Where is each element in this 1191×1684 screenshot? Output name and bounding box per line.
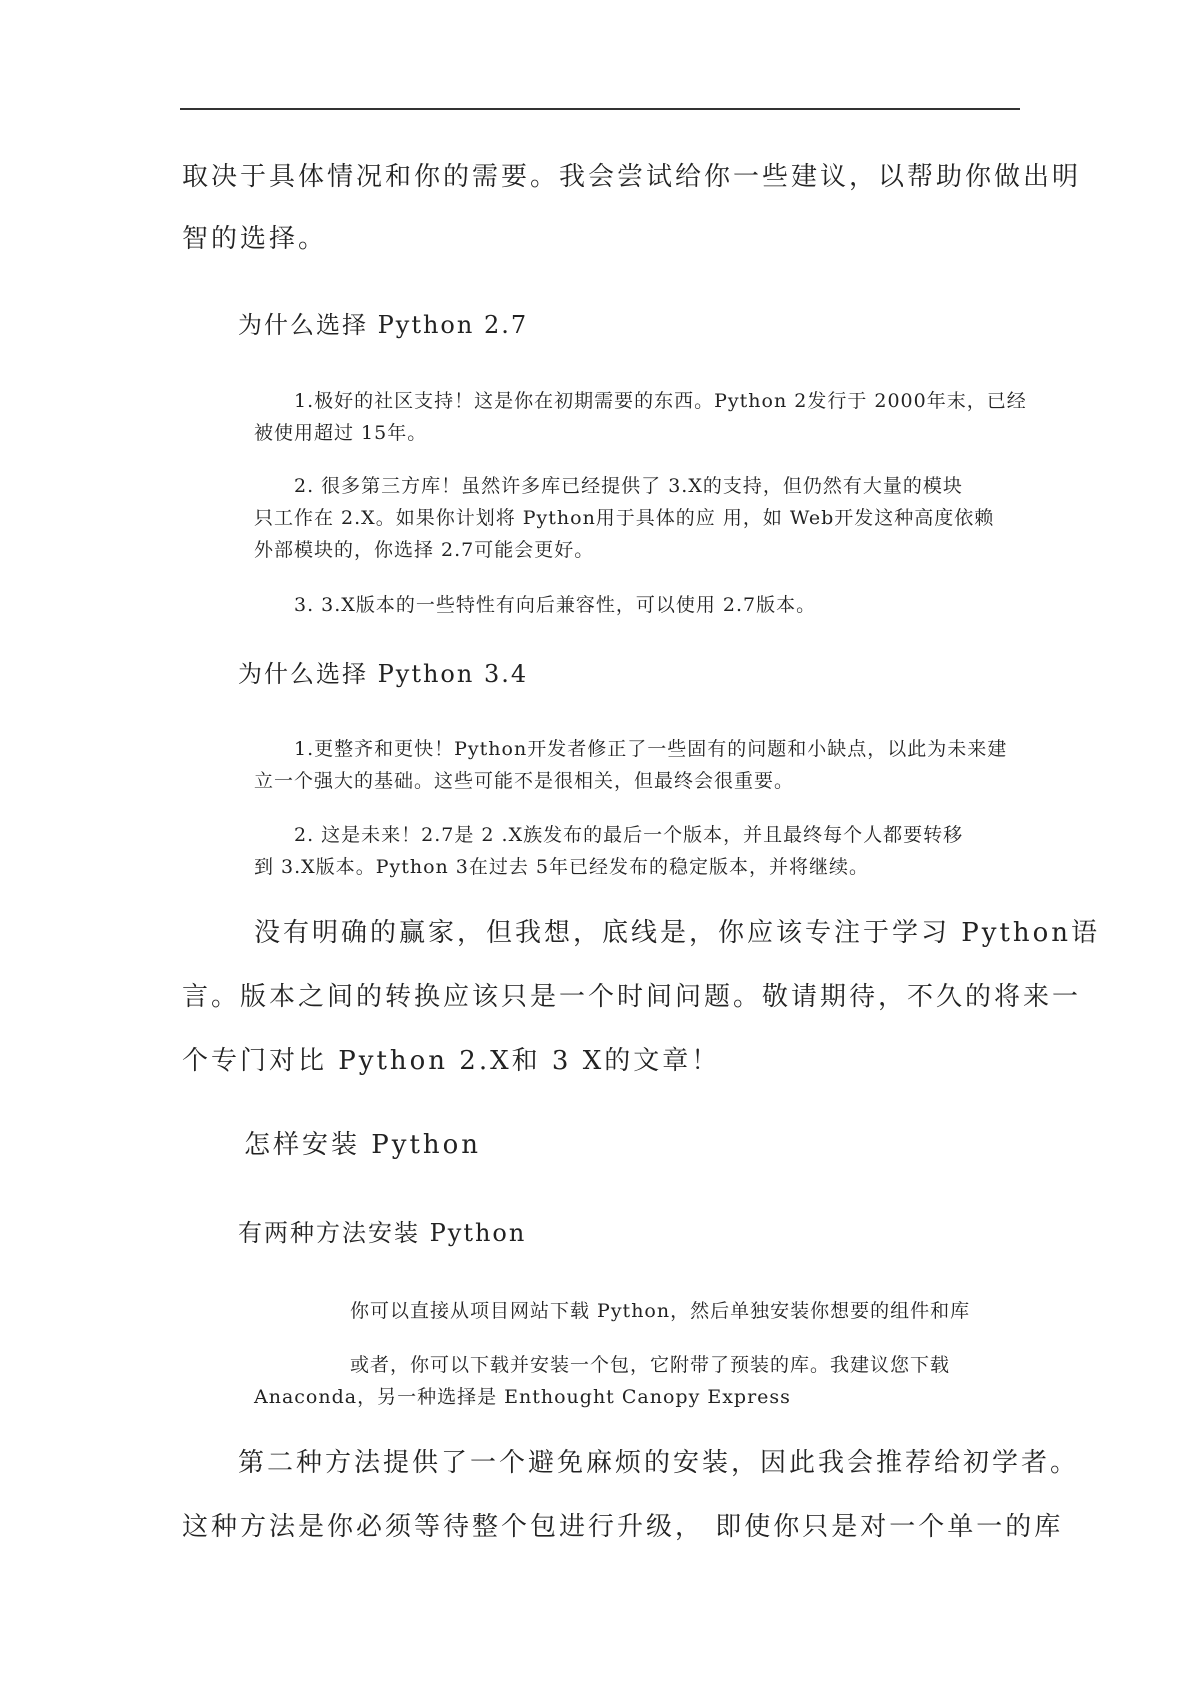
- install-option-2-line-2: Anaconda，另一种选择是 Enthought Canopy Express: [254, 1386, 791, 1408]
- heading-how-to-install: 怎样安装 Python: [244, 1130, 482, 1160]
- conclusion-line-2: 言。版本之间的转换应该只是一个时间问题。敬请期待，不久的将来一: [182, 982, 1082, 1012]
- intro-line-2: 智的选择。: [182, 224, 328, 254]
- heading-why-python-27: 为什么选择 Python 2.7: [238, 311, 529, 339]
- intro-line-1: 取决于具体情况和你的需要。我会尝试给你一些建议，以帮助你做出明: [182, 162, 1082, 192]
- python27-item-2-line-3: 外部模块的，你选择 2.7可能会更好。: [254, 539, 595, 561]
- install-option-1: 你可以直接从项目网站下载 Python，然后单独安装你想要的组件和库: [350, 1300, 971, 1322]
- python27-item-1-line-1: 1.极好的社区支持！这是你在初期需要的东西。Python 2发行于 2000年末，已经: [294, 390, 1027, 412]
- closing-line-1: 第二种方法提供了一个避免麻烦的安装，因此我会推荐给初学者。: [238, 1448, 1080, 1478]
- conclusion-line-1: 没有明确的赢家，但我想，底线是，你应该专注于学习 Python语: [254, 918, 1101, 948]
- python27-item-1-line-2: 被使用超过 15年。: [254, 422, 428, 444]
- conclusion-line-3: 个专门对比 Python 2.X和 3 X的文章！: [182, 1046, 721, 1076]
- python27-item-3-line-1: 3. 3.X版本的一些特性有向后兼容性，可以使用 2.7版本。: [294, 594, 817, 616]
- python34-item-2-line-1: 2. 这是未来！2.7是 2 .X族发布的最后一个版本，并且最终每个人都要转移: [294, 824, 964, 846]
- subheading-two-methods: 有两种方法安装 Python: [238, 1219, 527, 1247]
- header-rule: [180, 108, 1020, 110]
- python34-item-1-line-2: 立一个强大的基础。这些可能不是很相关，但最终会很重要。: [254, 770, 795, 792]
- heading-why-python-34: 为什么选择 Python 3.4: [238, 660, 529, 688]
- install-option-2-line-1: 或者，你可以下载并安装一个包，它附带了预装的库。我建议您下载: [350, 1354, 951, 1376]
- python27-item-2-line-2: 只工作在 2.X。如果你计划将 Python用于具体的应 用，如 Web开发这种高度依赖: [254, 507, 995, 529]
- python34-item-1-line-1: 1.更整齐和更快！Python开发者修正了一些固有的问题和小缺点，以此为未来建: [294, 738, 1008, 760]
- python34-item-2-line-2: 到 3.X版本。Python 3在过去 5年已经发布的稳定版本，并将继续。: [254, 856, 870, 878]
- closing-line-2: 这种方法是你必须等待整个包进行升级， 即使你只是对一个单一的库: [182, 1512, 1064, 1542]
- python27-item-2-line-1: 2. 很多第三方库！虽然许多库已经提供了 3.X的支持，但仍然有大量的模块: [294, 475, 963, 497]
